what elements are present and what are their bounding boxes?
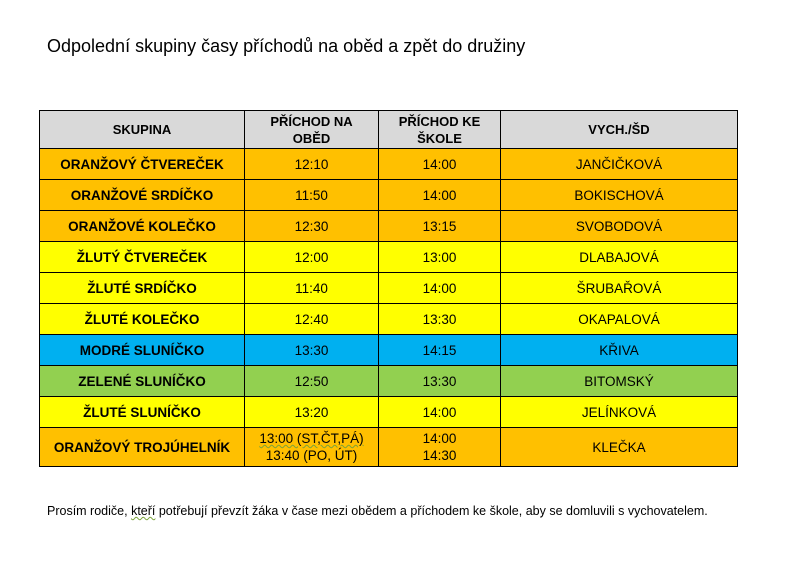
lunch-time: 11:40 — [245, 273, 379, 304]
table-row — [40, 180, 738, 211]
header-school — [379, 111, 501, 149]
teacher-name: JELÍNKOVÁ — [501, 397, 738, 428]
page-title: Odpolední skupiny časy příchodů na oběd a zpět do družiny — [47, 36, 526, 56]
school-time: 13:30 — [379, 304, 501, 335]
teacher-name: JANČIČKOVÁ — [501, 149, 738, 180]
header-school-line2: ŠKOLE — [417, 130, 462, 146]
lunch-time: 12:50 — [245, 366, 379, 397]
table-row-last — [40, 428, 738, 467]
header-lunch-line1: PŘÍCHOD NA — [270, 113, 353, 129]
header-teacher: VYCH./ŠD — [501, 111, 738, 149]
school-time — [379, 428, 501, 467]
table-row — [40, 304, 738, 335]
lunch-time: 13:30 — [245, 335, 379, 366]
table-row — [40, 242, 738, 273]
table-row — [40, 149, 738, 180]
table-row — [40, 366, 738, 397]
lunch-time: 12:30 — [245, 211, 379, 242]
table-row — [40, 335, 738, 366]
group-name: ŽLUTÉ SLUNÍČKO — [40, 397, 245, 428]
school-time: 14:00 — [379, 180, 501, 211]
group-name: ORANŽOVÉ KOLEČKO — [40, 211, 245, 242]
header-lunch — [245, 111, 379, 149]
school-time: 13:15 — [379, 211, 501, 242]
school-time: 13:00 — [379, 242, 501, 273]
teacher-name: OKAPALOVÁ — [501, 304, 738, 335]
teacher-name: KLEČKA — [501, 428, 738, 467]
table-row — [40, 273, 738, 304]
note-part1: Prosím rodiče, — [47, 504, 132, 518]
school-time: 13:30 — [379, 366, 501, 397]
group-name: ORANŽOVÝ ČTVEREČEK — [40, 149, 245, 180]
lunch-time: 13:20 — [245, 397, 379, 428]
school-time-line1: 14:00 — [422, 431, 457, 446]
lunch-time: 12:00 — [245, 242, 379, 273]
school-time-line2: 14:30 — [422, 448, 457, 463]
school-time: 14:00 — [379, 397, 501, 428]
lunch-time: 12:40 — [245, 304, 379, 335]
group-name: ORANŽOVÝ TROJÚHELNÍK — [40, 428, 245, 467]
school-time: 14:00 — [379, 149, 501, 180]
header-group: SKUPINA — [40, 111, 245, 149]
footer-note — [47, 504, 708, 518]
teacher-name: ŠRUBAŘOVÁ — [501, 273, 738, 304]
header-school-line1: PŘÍCHOD KE — [398, 113, 481, 129]
group-name: MODRÉ SLUNÍČKO — [40, 335, 245, 366]
header-lunch-line2: OBĚD — [292, 130, 331, 146]
teacher-name: KŘIVA — [501, 335, 738, 366]
teacher-name: DLABAJOVÁ — [501, 242, 738, 273]
school-time: 14:00 — [379, 273, 501, 304]
group-name: ŽLUTÉ SRDÍČKO — [40, 273, 245, 304]
teacher-name: BITOMSKÝ — [501, 366, 738, 397]
group-name: ORANŽOVÉ SRDÍČKO — [40, 180, 245, 211]
table-header-row — [40, 111, 738, 149]
lunch-time: 12:10 — [245, 149, 379, 180]
lunch-time — [245, 428, 379, 467]
lunch-time-line2: 13:40 (PO, ÚT) — [265, 448, 358, 463]
note-part3: potřebují převzít žáka v čase mezi obědem a příchodem ke škole, aby se domluvili s vychovatelem. — [155, 504, 708, 518]
group-name: ZELENÉ SLUNÍČKO — [40, 366, 245, 397]
group-name: ŽLUTÝ ČTVEREČEK — [40, 242, 245, 273]
group-name: ŽLUTÉ KOLEČKO — [40, 304, 245, 335]
teacher-name: SVOBODOVÁ — [501, 211, 738, 242]
lunch-time: 11:50 — [245, 180, 379, 211]
note-part2: kteří — [131, 504, 156, 518]
teacher-name: BOKISCHOVÁ — [501, 180, 738, 211]
table-row — [40, 397, 738, 428]
lunch-time-line1 — [245, 430, 378, 447]
schedule-table — [39, 110, 738, 467]
table-row — [40, 211, 738, 242]
school-time: 14:15 — [379, 335, 501, 366]
lunch-time-line1-text: 13:00 (ST,ČT,PÁ) — [259, 431, 364, 446]
